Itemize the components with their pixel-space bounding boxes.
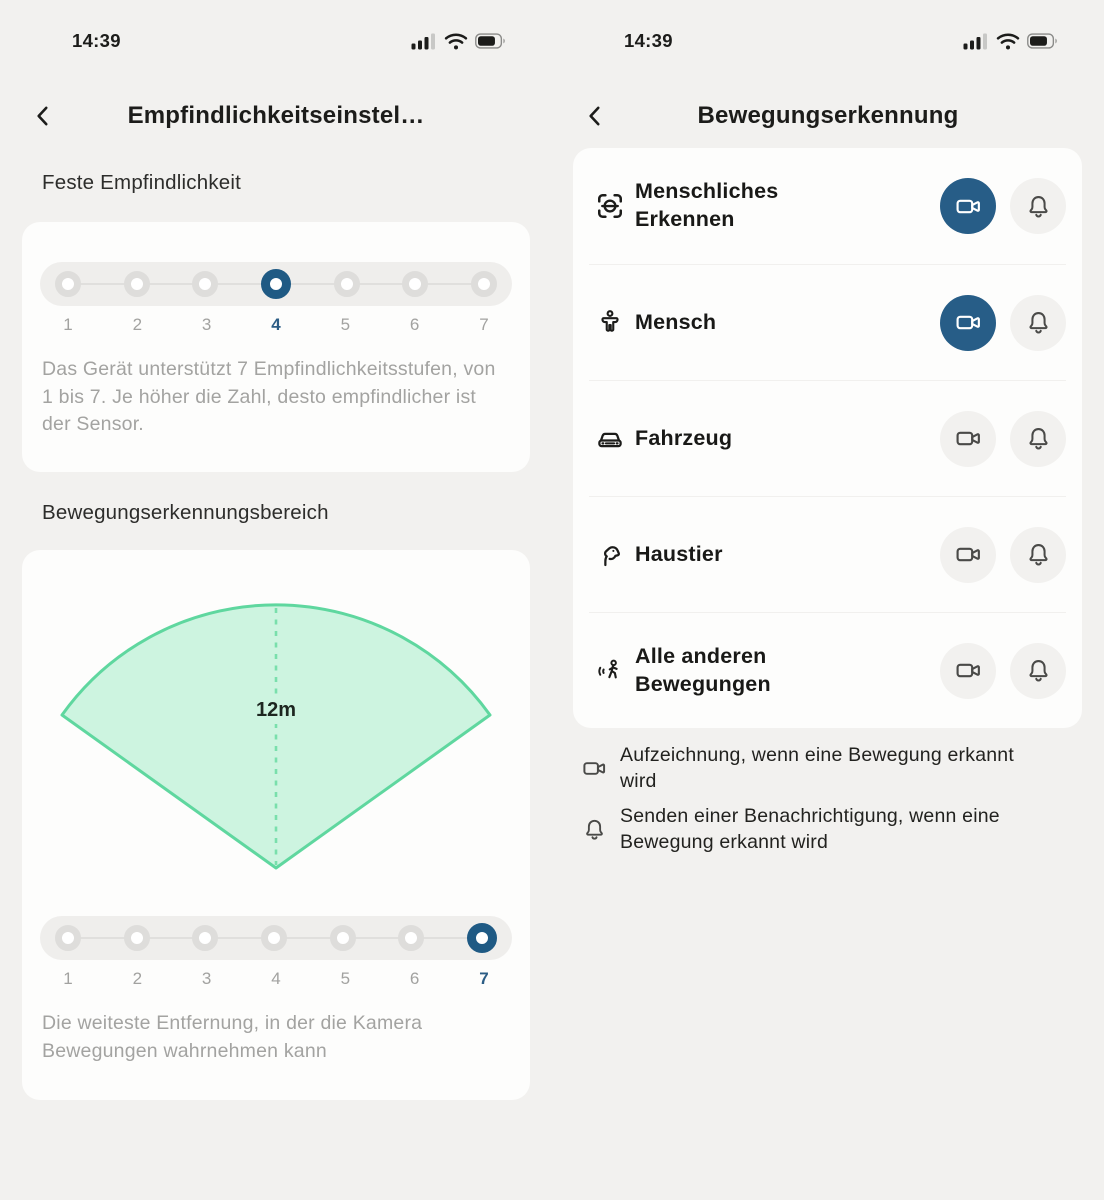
motion-icon: [595, 656, 625, 686]
slider-number: 3: [201, 969, 212, 988]
row-label: Fahrzeug: [635, 425, 733, 450]
status-time: 14:39: [72, 30, 121, 51]
detection-row-human-recognition: [589, 148, 1066, 264]
range-slider[interactable]: [40, 916, 512, 960]
slider-number-labels: [40, 315, 512, 335]
row-label: Menschliches Erkennen: [635, 179, 779, 231]
battery-icon: [1027, 33, 1058, 49]
range-stop-5[interactable]: [330, 925, 356, 951]
bell-toggle-button[interactable]: [1010, 643, 1066, 699]
slider-number: 2: [132, 315, 143, 334]
slider-number: 4: [271, 969, 281, 988]
detection-row-all-other-motion: [589, 612, 1066, 728]
slider-stop-4-selected[interactable]: [261, 269, 291, 299]
camera-toggle-button[interactable]: [940, 178, 996, 234]
distance-label: 12m: [255, 699, 297, 721]
slider-number: 5: [340, 969, 351, 988]
range-stop-7-selected[interactable]: [467, 923, 497, 953]
row-label: Haustier: [635, 541, 723, 566]
range-stop-6[interactable]: [398, 925, 424, 951]
battery-icon: [475, 33, 506, 49]
section-label-fixed-sensitivity: Feste Empfindlichkeit: [42, 171, 242, 194]
camera-icon: [955, 541, 982, 568]
slider-stop-2[interactable]: [124, 271, 150, 297]
bell-icon: [1025, 425, 1052, 452]
range-number-labels: [40, 969, 512, 989]
signal-icon: [411, 32, 437, 50]
range-stop-2[interactable]: [124, 925, 150, 951]
chevron-left-icon: [30, 103, 56, 129]
slider-number: 6: [409, 315, 420, 334]
status-bar: [0, 26, 552, 56]
slider-number: 3: [201, 315, 212, 334]
bell-icon: [1025, 657, 1052, 684]
slider-number-selected: 4: [271, 315, 281, 334]
status-bar: [552, 26, 1104, 56]
sensitivity-description: Das Gerät unterstützt 7 Empfindlichkeitsstufen, von 1 bis 7. Je höher die Zahl, desto empfindlicher ist der Sensor.: [42, 358, 496, 435]
wifi-icon: [444, 32, 468, 51]
row-label: Alle anderen Bewegungen: [635, 643, 771, 696]
pet-icon: [595, 540, 625, 570]
signal-icon: [963, 32, 989, 50]
legend-text: Aufzeichnung, wenn eine Bewegung erkannt wird: [620, 744, 1014, 792]
slider-stop-5[interactable]: [334, 271, 360, 297]
slider-number: 6: [409, 969, 420, 988]
header: [0, 97, 552, 137]
page-title: Empfindlichkeitseinstel…: [127, 102, 425, 129]
detection-range-card: [22, 550, 530, 1100]
bell-icon: [582, 817, 607, 842]
bell-toggle-button[interactable]: [1010, 527, 1066, 583]
vehicle-icon: [595, 424, 625, 454]
fixed-sensitivity-card: [22, 222, 530, 472]
bell-toggle-button[interactable]: [1010, 295, 1066, 351]
chevron-left-icon: [582, 103, 608, 129]
legend-item-recording: [582, 742, 1086, 794]
legend: [582, 742, 1086, 864]
slider-stop-7[interactable]: [471, 271, 497, 297]
slider-number: 1: [63, 315, 73, 334]
slider-number: 5: [340, 315, 351, 334]
back-button[interactable]: [26, 98, 62, 134]
camera-icon: [582, 756, 607, 781]
face-scan-icon: [595, 191, 625, 221]
range-stop-3[interactable]: [192, 925, 218, 951]
bell-icon: [1025, 309, 1052, 336]
slider-number: 2: [132, 969, 143, 988]
legend-text: Senden einer Benachrichtigung, wenn eine Bewegung erkannt wird: [620, 805, 1000, 853]
camera-toggle-button[interactable]: [940, 295, 996, 351]
row-label: Mensch: [635, 309, 717, 334]
back-button[interactable]: [578, 98, 614, 134]
page-title: Bewegungserkennung: [697, 102, 959, 129]
slider-number: 1: [63, 969, 73, 988]
detection-types-card: [573, 148, 1082, 728]
slider-number-selected: 7: [479, 969, 489, 988]
camera-icon: [955, 309, 982, 336]
range-stop-4[interactable]: [261, 925, 287, 951]
camera-toggle-button[interactable]: [940, 527, 996, 583]
person-icon: [595, 308, 625, 338]
motion-detection-screen: [552, 0, 1104, 1200]
detection-row-pet: [589, 496, 1066, 612]
bell-toggle-button[interactable]: [1010, 178, 1066, 234]
slider-stop-3[interactable]: [192, 271, 218, 297]
legend-item-notification: [582, 803, 1086, 855]
bell-icon: [1025, 193, 1052, 220]
camera-toggle-button[interactable]: [940, 411, 996, 467]
sensitivity-slider[interactable]: [40, 262, 512, 306]
camera-icon: [955, 657, 982, 684]
slider-number: 7: [479, 315, 489, 334]
section-label-detection-range: Bewegungserkennungsbereich: [42, 501, 329, 524]
camera-toggle-button[interactable]: [940, 643, 996, 699]
detection-row-vehicle: [589, 380, 1066, 496]
wifi-icon: [996, 32, 1020, 51]
detection-row-person: [589, 264, 1066, 380]
status-time: 14:39: [624, 30, 673, 51]
slider-stop-1[interactable]: [55, 271, 81, 297]
range-stop-1[interactable]: [55, 925, 81, 951]
bell-icon: [1025, 541, 1052, 568]
range-description: Die weiteste Entfernung, in der die Kamera Bewegungen wahrnehmen kann: [42, 1012, 423, 1062]
camera-icon: [955, 193, 982, 220]
slider-stop-6[interactable]: [402, 271, 428, 297]
header: [552, 97, 1104, 137]
camera-icon: [955, 425, 982, 452]
bell-toggle-button[interactable]: [1010, 411, 1066, 467]
